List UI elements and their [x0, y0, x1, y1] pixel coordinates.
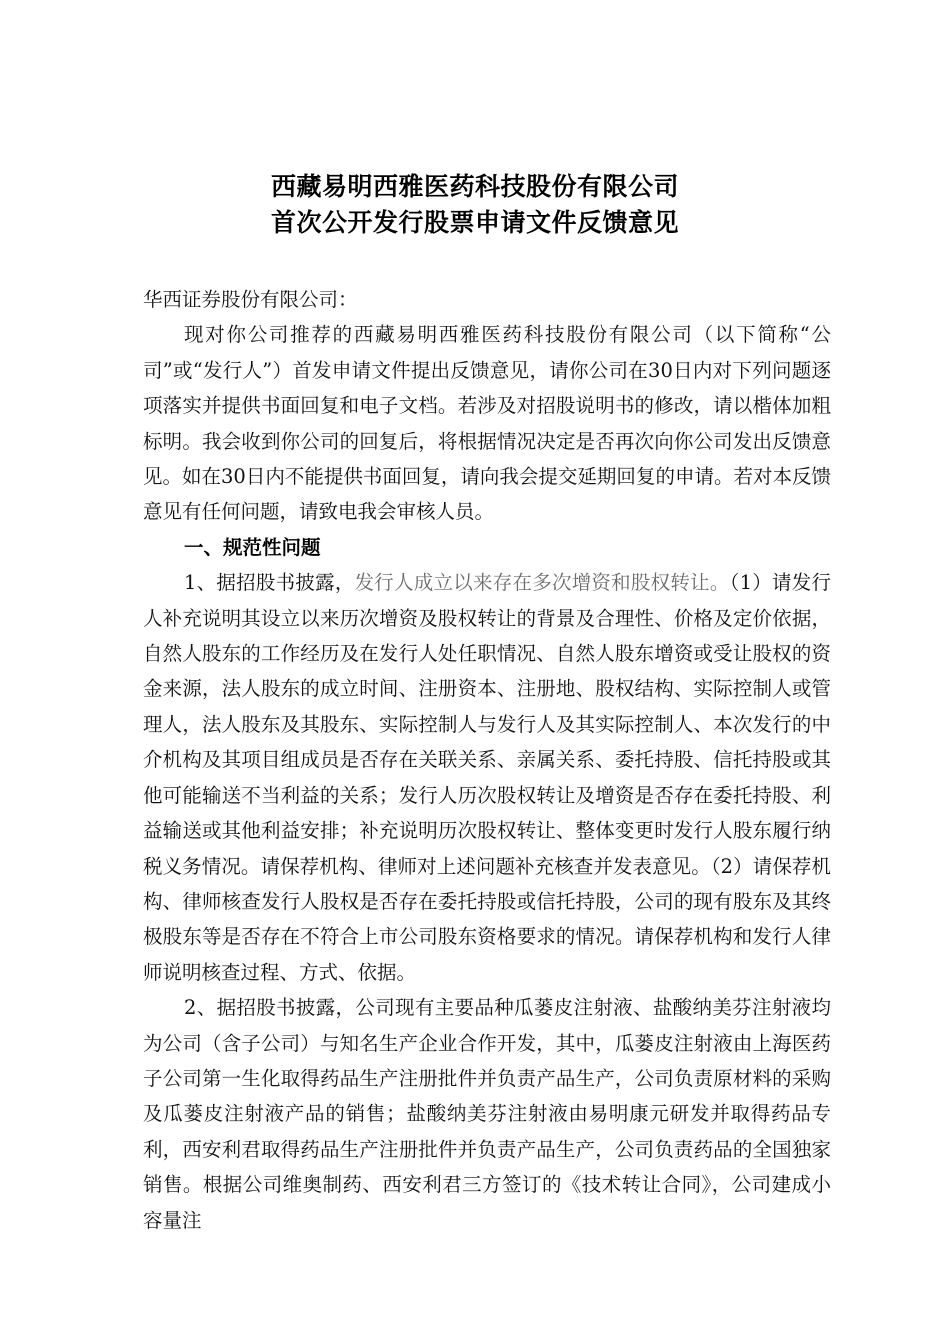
section-heading-1: 一、规范性问题	[184, 535, 321, 559]
question-1-prefix: 1、据招股书披露，	[184, 571, 355, 595]
addressee: 华西证券股份有限公司：	[143, 288, 358, 311]
question-2: 2、据招股书披露，公司现有主要品种瓜蒌皮注射液、盐酸纳美芬注射液均为公司（含子公司）与知名生产企业合作开发，其中，瓜蒌皮注射液由上海医药子公司第一生化取得药品生产注册批件并负责产品生产，公司负责原材料的采购及瓜蒌皮注射液产品的销售；盐酸纳美芬注射液由易明康元研发并取得药品专利，西安利君取得药品生产注册批件并负责产品生产，公司负责药品的全国独家销售。根据公司维奥制药、西安利君三方签订的《技术转让合同》，公司建成小容量注	[143, 996, 831, 1232]
document-title-line1: 西藏易明西雅医药科技股份有限公司	[270, 172, 679, 201]
intro-paragraph: 现对你公司推荐的西藏易明西雅医药科技股份有限公司（以下简称“公司”或“发行人”）首发申请文件提出反馈意见，请你公司在30日内对下列问题逐项落实并提供书面回复和电子文档。若涉及对招股说明书的修改，请以楷体加粗标明。我会收到你公司的回复后，将根据情况决定是否再次向你公司发出反馈意见。如在30日内不能提供书面回复，请向我会提交延期回复的申请。若对本反馈意见有任何问题，请致电我会审核人员。	[143, 323, 831, 524]
document-title-line2: 首次公开发行股票申请文件反馈意见	[270, 208, 679, 237]
question-1-highlight: 发行人成立以来存在多次增资和股权转让。	[354, 571, 730, 595]
document-body	[143, 282, 831, 1238]
question-1	[143, 565, 831, 990]
question-1-body: （1）请发行人补充说明其设立以来历次增资及股权转让的背景及合理性、价格及定价依据，自然人股东的工作经历及在发行人处任职情况、自然人股东增资或受让股权的资金来源，法人股东的成立时间、注册资本、注册地、股权结构、实际控制人或管理人，法人股东及其股东、实际控制人与发行人及其实际控制人、本次发行的中介机构及其项目组成员是否存在关联关系、亲属关系、委托持股、信托持股或其他可能输送不当利益的关系；发行人历次股权转让及增资是否存在委托持股、利益输送或其他利益安排；补充说明历次股权转让、整体变更时发行人股东履行纳税义务情况。请保荐机构、律师对上述问题补充核查并发表意见。（2）请保荐机构、律师核查发行人股权是否存在委托持股或信托持股，公司的现有股东及其终极股东等是否存在不符合上市公司股东资格要求的情况。请保荐机构和发行人律师说明核查过程、方式、依据。	[143, 571, 831, 984]
